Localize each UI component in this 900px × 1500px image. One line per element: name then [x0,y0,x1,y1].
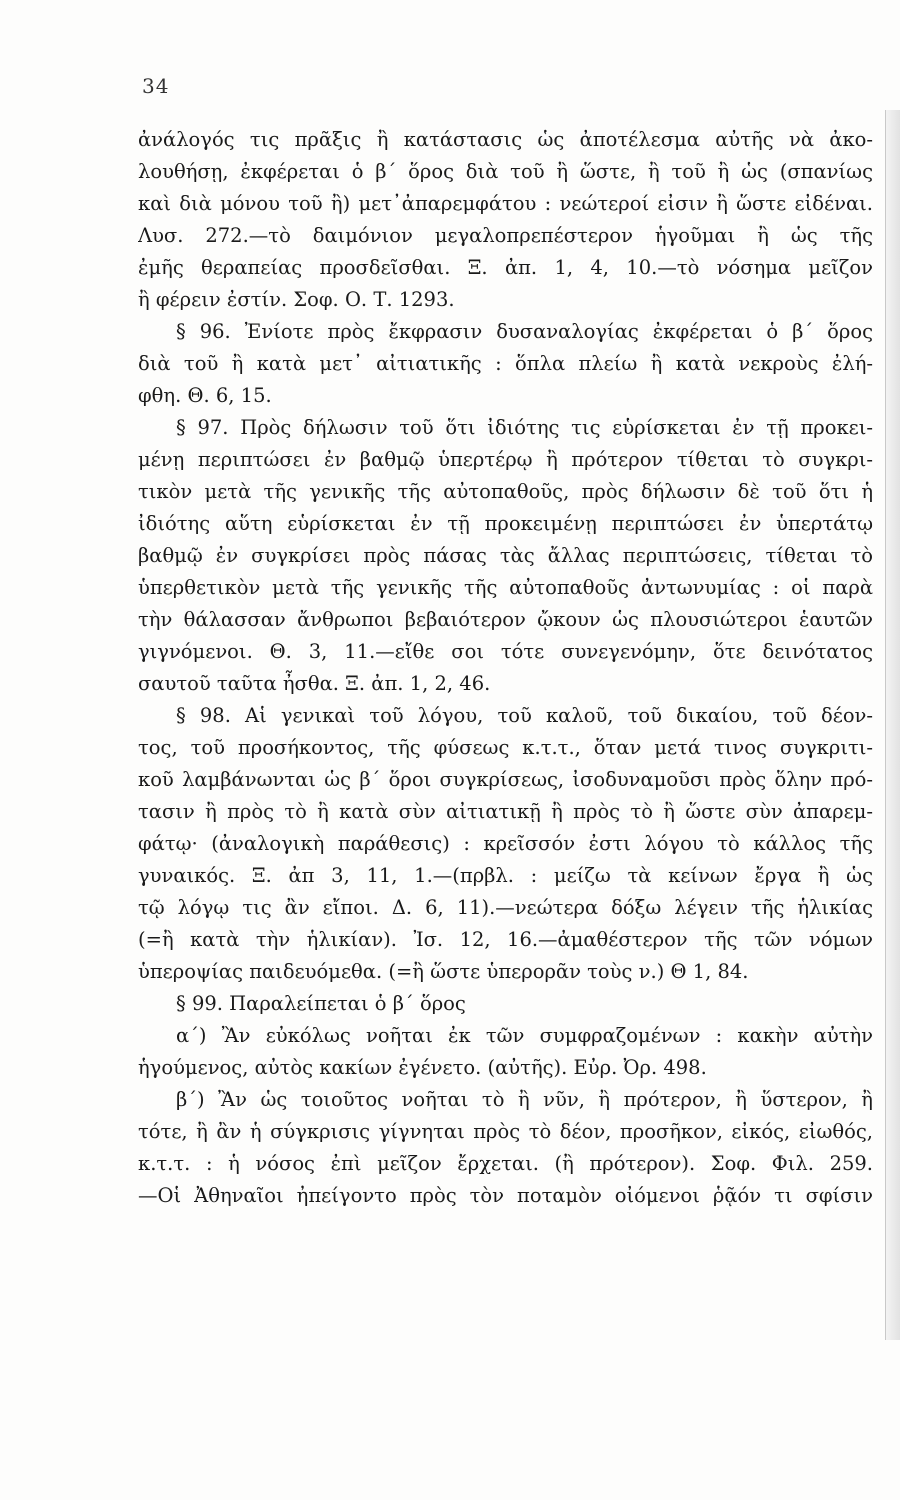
text-line: ἢ φέρειν ἐστίν. Σοφ. Ο. Τ. 1293. [138,288,455,311]
text-line: ἐμῆς θεραπείας προσδεῖσθαι. Ξ. ἀπ. 1, 4, 10.—τὸ νόσημα μεῖζον [138,256,873,279]
text-line: σαυτοῦ ταῦτα ἦσθα. Ξ. ἀπ. 1, 2, 46. [138,672,491,695]
text-line: τῷ λόγῳ τις ἂν εἴποι. Δ. 6, 11).—νεώτερα δόξω λέγειν τῆς ἡλικίας [138,896,873,919]
text-line: § 96. Ἐνίοτε πρὸς ἔκφρασιν δυσαναλογίας ἐκφέρεται ὁ β΄ ὅρος [176,320,873,343]
text-line: κοῦ λαμβάνωνται ὡς β΄ ὅροι συγκρίσεως, ἰσοδυναμοῦσι πρὸς ὅλην πρό- [138,768,873,791]
text-line: λουθήσῃ, ἐκφέρεται ὁ β΄ ὅρος διὰ τοῦ ἢ ὥστε, ἢ τοῦ ἢ ὡς (σπανίως [138,160,873,183]
text-line: κ.τ.τ. : ἡ νόσος ἐπὶ μεῖζον ἔρχεται. (ἢ πρότερον). Σοφ. Φιλ. 259. [138,1152,873,1175]
text-line: ὑπερθετικὸν μετὰ τῆς γενικῆς τῆς αὐτοπαθοῦς ἀντωνυμίας : οἱ παρὰ [138,576,873,599]
text-line: τὴν θάλασσαν ἄνθρωποι βεβαιότερον ᾤκουν ὡς πλουσιώτεροι ἑαυτῶν [138,608,873,631]
text-line: (=ἢ κατὰ τὴν ἡλικίαν). Ἰσ. 12, 16.—ἀμαθέστερον τῆς τῶν νόμων [138,928,873,951]
text-line: —Οἱ Ἀθηναῖοι ἠπείγοντο πρὸς τὸν ποταμὸν οἰόμενοι ῥᾷόν τι σφίσιν [138,1184,873,1207]
text-line: β΄) Ἂν ὡς τοιοῦτος νοῆται τὸ ἢ νῦν, ἢ πρότερον, ἢ ὕστερον, ἢ [176,1088,873,1111]
text-line: ἰδιότης αὕτη εὑρίσκεται ἐν τῇ προκειμένῃ περιπτώσει ἐν ὑπερτάτῳ [138,512,873,535]
text-line: βαθμῷ ἐν συγκρίσει πρὸς πάσας τὰς ἄλλας περιπτώσεις, τίθεται τὸ [138,544,873,567]
text-line: φάτῳ· (ἀναλογικὴ παράθεσις) : κρεῖσσόν ἐστι λόγου τὸ κάλλος τῆς [138,832,873,855]
text-line: τότε, ἢ ἂν ἡ σύγκρισις γίγνηται πρὸς τὸ δέον, προσῆκον, εἰκός, εἰωθός, [138,1120,873,1143]
body-text [138,124,873,1212]
text-line: ἀνάλογός τις πρᾶξις ἢ κατάστασις ὡς ἀποτέλεσμα αὐτῆς νὰ ἀκο- [138,128,873,151]
text-line: Λυσ. 272.—τὸ δαιμόνιον μεγαλοπρεπέστερον ἡγοῦμαι ἢ ὡς τῆς [138,224,873,247]
text-line: καὶ διὰ μόνου τοῦ ἢ) μετ᾽ἀπαρεμφάτου : νεώτεροί εἰσιν ἢ ὥστε εἰδέναι. [138,192,873,215]
text-line: § 98. Αἱ γενικαὶ τοῦ λόγου, τοῦ καλοῦ, τοῦ δικαίου, τοῦ δέον- [176,704,873,727]
text-line: § 97. Πρὸς δήλωσιν τοῦ ὅτι ἰδιότης τις εὑρίσκεται ἐν τῇ προκει- [176,416,873,439]
text-line: γυναικός. Ξ. ἀπ 3, 11, 1.—(πρβλ. : μείζω τὰ κείνων ἔργα ἢ ὡς [138,864,873,887]
text-line: ὑπεροψίας παιδευόμεθα. (=ἢ ὥστε ὑπερορᾶν τοὺς ν.) Θ 1, 84. [138,960,749,983]
text-line: α΄) Ἂν εὐκόλως νοῆται ἐκ τῶν συμφραζομένων : κακὴν αὐτὴν [176,1024,873,1047]
text-line: τασιν ἢ πρὸς τὸ ἢ κατὰ σὺν αἰτιατικῇ ἢ πρὸς τὸ ἢ ὥστε σὺν ἀπαρεμ- [138,800,873,823]
text-line: μένῃ περιπτώσει ἐν βαθμῷ ὑπερτέρῳ ἢ πρότερον τίθεται τὸ συγκρι- [138,448,873,471]
adjacent-page-edge [885,110,900,1340]
text-line: διὰ τοῦ ἢ κατὰ μετ᾽ αἰτιατικῆς : ὅπλα πλείω ἢ κατὰ νεκροὺς ἐλή- [138,352,873,375]
text-line: φθη. Θ. 6, 15. [138,384,272,407]
text-line: τικὸν μετὰ τῆς γενικῆς τῆς αὐτοπαθοῦς, πρὸς δήλωσιν δὲ τοῦ ὅτι ἡ [138,480,873,503]
text-line: § 99. Παραλείπεται ὁ β΄ ὅρος [176,992,466,1015]
page-number: 34 [142,74,170,98]
text-line: τος, τοῦ προσήκοντος, τῆς φύσεως κ.τ.τ., ὅταν μετά τινος συγκριτι- [138,736,873,759]
text-line: γιγνόμενοι. Θ. 3, 11.—εἴθε σοι τότε συνεγενόμην, ὅτε δεινότατος [138,640,873,663]
text-line: ἡγούμενος, αὐτὸς κακίων ἐγένετο. (αὐτῆς). Εὐρ. Ὀρ. 498. [138,1056,707,1079]
